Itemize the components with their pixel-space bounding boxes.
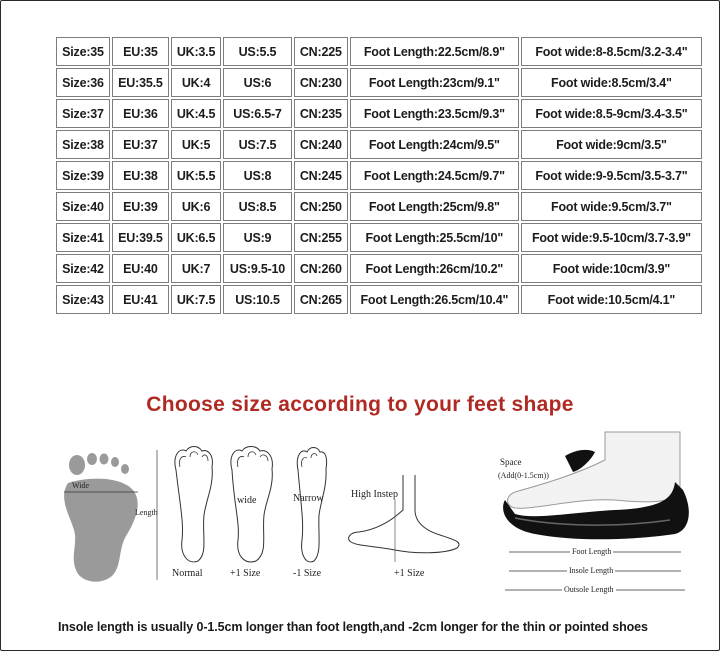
size-cell: CN:255 xyxy=(294,223,348,252)
foot-length-label: Foot Length xyxy=(572,547,612,556)
size-cell: Foot wide:9-9.5cm/3.5-3.7" xyxy=(521,161,702,190)
size-cell: Size:41 xyxy=(56,223,110,252)
minus-one-size-label: -1 Size xyxy=(293,568,322,579)
size-cell: US:5.5 xyxy=(223,37,292,66)
size-cell: CN:225 xyxy=(294,37,348,66)
size-cell: EU:36 xyxy=(112,99,169,128)
size-cell: US:10.5 xyxy=(223,285,292,314)
size-cell: Size:42 xyxy=(56,254,110,283)
size-cell: Size:43 xyxy=(56,285,110,314)
size-cell: CN:245 xyxy=(294,161,348,190)
size-cell: Foot Length:24.5cm/9.7" xyxy=(350,161,519,190)
size-row xyxy=(56,130,702,159)
insole-length-label: Insole Length xyxy=(569,566,614,575)
shoe-illustration xyxy=(495,430,695,605)
size-cell: EU:40 xyxy=(112,254,169,283)
size-cell: Foot Length:24cm/9.5" xyxy=(350,130,519,159)
size-cell: Foot Length:25.5cm/10" xyxy=(350,223,519,252)
high-instep-foot-outline xyxy=(345,470,470,565)
guide-title: Choose size according to your feet shape xyxy=(146,393,574,416)
size-cell: Size:37 xyxy=(56,99,110,128)
size-cell: Size:36 xyxy=(56,68,110,97)
size-row xyxy=(56,37,702,66)
size-cell: Foot Length:26.5cm/10.4" xyxy=(350,285,519,314)
size-cell: US:6.5-7 xyxy=(223,99,292,128)
size-row xyxy=(56,68,702,97)
size-cell: UK:5.5 xyxy=(171,161,221,190)
size-cell: UK:4 xyxy=(171,68,221,97)
size-cell: US:6 xyxy=(223,68,292,97)
size-cell: UK:3.5 xyxy=(171,37,221,66)
size-cell: US:8.5 xyxy=(223,192,292,221)
high-instep-label: High Instep xyxy=(351,489,398,500)
size-cell: CN:240 xyxy=(294,130,348,159)
size-cell: UK:4.5 xyxy=(171,99,221,128)
size-chart-table xyxy=(54,35,698,316)
size-cell: UK:7.5 xyxy=(171,285,221,314)
plus-one-size-label-b: +1 Size xyxy=(394,568,425,579)
size-cell: Size:38 xyxy=(56,130,110,159)
size-cell: Foot Length:23.5cm/9.3" xyxy=(350,99,519,128)
footprint-illustration xyxy=(50,448,160,588)
size-cell: UK:6.5 xyxy=(171,223,221,252)
size-row xyxy=(56,161,702,190)
size-row xyxy=(56,285,702,314)
size-cell: EU:39 xyxy=(112,192,169,221)
size-cell: Foot wide:8-8.5cm/3.2-3.4" xyxy=(521,37,702,66)
size-cell: Foot wide:9.5cm/3.7" xyxy=(521,192,702,221)
plus-one-size-label-a: +1 Size xyxy=(230,568,261,579)
size-cell: Foot Length:26cm/10.2" xyxy=(350,254,519,283)
size-cell: UK:6 xyxy=(171,192,221,221)
size-cell: CN:260 xyxy=(294,254,348,283)
size-cell: CN:235 xyxy=(294,99,348,128)
size-row xyxy=(56,223,702,252)
size-cell: EU:37 xyxy=(112,130,169,159)
normal-label: Normal xyxy=(172,568,203,579)
size-cell: Foot wide:10cm/3.9" xyxy=(521,254,702,283)
size-cell: Foot wide:9.5-10cm/3.7-3.9" xyxy=(521,223,702,252)
size-cell: Foot wide:10.5cm/4.1" xyxy=(521,285,702,314)
size-row xyxy=(56,99,702,128)
wide-label: Wide xyxy=(72,481,90,490)
size-cell: Foot wide:9cm/3.5" xyxy=(521,130,702,159)
size-cell: UK:7 xyxy=(171,254,221,283)
space-label: Space xyxy=(500,457,522,467)
normal-foot-outline xyxy=(168,445,218,565)
size-cell: Size:39 xyxy=(56,161,110,190)
size-cell: UK:5 xyxy=(171,130,221,159)
size-cell: EU:35 xyxy=(112,37,169,66)
size-cell: CN:265 xyxy=(294,285,348,314)
size-cell: Foot Length:22.5cm/8.9" xyxy=(350,37,519,66)
size-cell: EU:41 xyxy=(112,285,169,314)
size-cell: US:9.5-10 xyxy=(223,254,292,283)
size-cell: Foot Length:25cm/9.8" xyxy=(350,192,519,221)
narrow-foot-label: Narrow xyxy=(293,493,324,504)
size-row xyxy=(56,192,702,221)
size-cell: Foot wide:8.5cm/3.4" xyxy=(521,68,702,97)
wide-foot-label: wide xyxy=(237,495,257,506)
size-cell: CN:230 xyxy=(294,68,348,97)
size-cell: US:8 xyxy=(223,161,292,190)
size-cell: Foot wide:8.5-9cm/3.4-3.5" xyxy=(521,99,702,128)
size-cell: EU:39.5 xyxy=(112,223,169,252)
size-cell: EU:35.5 xyxy=(112,68,169,97)
size-cell: Size:40 xyxy=(56,192,110,221)
size-cell: US:9 xyxy=(223,223,292,252)
size-cell: Size:35 xyxy=(56,37,110,66)
narrow-foot-outline xyxy=(288,445,333,565)
size-cell: US:7.5 xyxy=(223,130,292,159)
size-row xyxy=(56,254,702,283)
outsole-length-label: Outsole Length xyxy=(564,585,614,594)
size-cell: EU:38 xyxy=(112,161,169,190)
size-cell: CN:250 xyxy=(294,192,348,221)
length-label: Length xyxy=(135,508,158,517)
insole-note: Insole length is usually 0-1.5cm longer than foot length,and -2cm longer for the thin or pointed shoes xyxy=(58,620,648,634)
size-cell: Foot Length:23cm/9.1" xyxy=(350,68,519,97)
space-add-label: (Add(0-1.5cm)) xyxy=(498,471,549,480)
